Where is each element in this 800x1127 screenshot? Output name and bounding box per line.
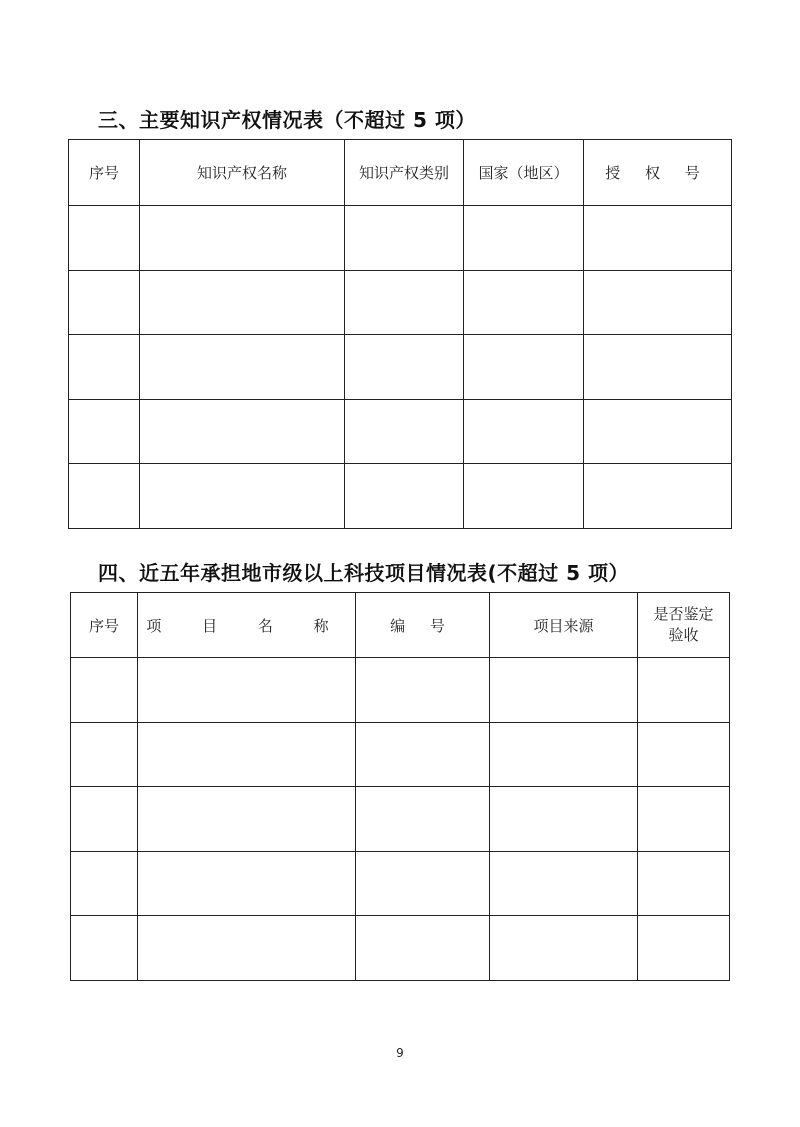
cell-project-source[interactable]	[490, 658, 638, 723]
cell-ip-category[interactable]	[345, 270, 464, 335]
cell-ip-name[interactable]	[140, 270, 345, 335]
column-header-ip-category: 知识产权类别	[345, 140, 464, 206]
cell-ip-name[interactable]	[140, 399, 345, 464]
column-header-ip-name: 知识产权名称	[140, 140, 345, 206]
cell-ip-name[interactable]	[140, 335, 345, 400]
cell-code[interactable]	[356, 787, 490, 852]
cell-index[interactable]	[71, 658, 138, 723]
cell-code[interactable]	[356, 658, 490, 723]
table-row	[71, 722, 730, 787]
project-name-label: 项 目 名 称	[146, 616, 347, 635]
table-row	[71, 851, 730, 916]
cell-grant-number[interactable]	[584, 270, 732, 335]
cell-project-source[interactable]	[490, 787, 638, 852]
cell-index[interactable]	[71, 787, 138, 852]
cell-project-name[interactable]	[138, 916, 356, 981]
cell-ip-category[interactable]	[345, 399, 464, 464]
section-title-ip: 三、主要知识产权情况表（不超过 5 项）	[98, 108, 476, 132]
cell-country[interactable]	[464, 270, 584, 335]
cell-grant-number[interactable]	[584, 399, 732, 464]
cell-index[interactable]	[69, 270, 140, 335]
cell-index[interactable]	[69, 399, 140, 464]
cell-ip-name[interactable]	[140, 464, 345, 529]
table-header-row	[69, 140, 732, 206]
cell-country[interactable]	[464, 464, 584, 529]
cell-code[interactable]	[356, 722, 490, 787]
cell-index[interactable]	[69, 464, 140, 529]
table-row	[69, 464, 732, 529]
acceptance-label: 是否鉴定 验收	[653, 605, 714, 644]
cell-index[interactable]	[71, 722, 138, 787]
table-row	[69, 335, 732, 400]
column-header-index: 序号	[69, 140, 140, 206]
cell-grant-number[interactable]	[584, 464, 732, 529]
ip-table	[68, 139, 732, 529]
table-row	[69, 206, 732, 271]
page-number: 9	[396, 1046, 404, 1060]
table-row	[71, 787, 730, 852]
column-header-country: 国家（地区）	[464, 140, 584, 206]
cell-code[interactable]	[356, 851, 490, 916]
cell-acceptance[interactable]	[638, 658, 730, 723]
table-row	[69, 270, 732, 335]
cell-project-name[interactable]	[138, 722, 356, 787]
cell-grant-number[interactable]	[584, 206, 732, 271]
cell-project-name[interactable]	[138, 787, 356, 852]
cell-project-name[interactable]	[138, 851, 356, 916]
table-header-row	[71, 593, 730, 658]
cell-project-source[interactable]	[490, 722, 638, 787]
column-header-code	[356, 593, 490, 658]
code-label: 编 号	[390, 616, 455, 635]
cell-ip-category[interactable]	[345, 206, 464, 271]
column-header-project-name	[138, 593, 356, 658]
column-header-index: 序号	[71, 593, 138, 658]
column-header-project-source: 项目来源	[490, 593, 638, 658]
cell-country[interactable]	[464, 206, 584, 271]
cell-ip-category[interactable]	[345, 335, 464, 400]
table-row	[71, 916, 730, 981]
grant-number-label: 授 权 号	[605, 164, 710, 182]
table-row	[71, 658, 730, 723]
cell-index[interactable]	[69, 206, 140, 271]
cell-acceptance[interactable]	[638, 722, 730, 787]
cell-ip-category[interactable]	[345, 464, 464, 529]
cell-index[interactable]	[69, 335, 140, 400]
cell-grant-number[interactable]	[584, 335, 732, 400]
cell-ip-name[interactable]	[140, 206, 345, 271]
section-title-projects: 四、近五年承担地市级以上科技项目情况表(不超过 5 项）	[98, 561, 629, 585]
cell-index[interactable]	[71, 851, 138, 916]
cell-acceptance[interactable]	[638, 916, 730, 981]
cell-code[interactable]	[356, 916, 490, 981]
cell-acceptance[interactable]	[638, 851, 730, 916]
table-row	[69, 399, 732, 464]
column-header-acceptance	[638, 593, 730, 658]
cell-project-source[interactable]	[490, 916, 638, 981]
column-header-grant-number	[584, 140, 732, 206]
cell-project-name[interactable]	[138, 658, 356, 723]
cell-index[interactable]	[71, 916, 138, 981]
cell-country[interactable]	[464, 335, 584, 400]
cell-acceptance[interactable]	[638, 787, 730, 852]
projects-table	[70, 592, 730, 981]
cell-project-source[interactable]	[490, 851, 638, 916]
cell-country[interactable]	[464, 399, 584, 464]
